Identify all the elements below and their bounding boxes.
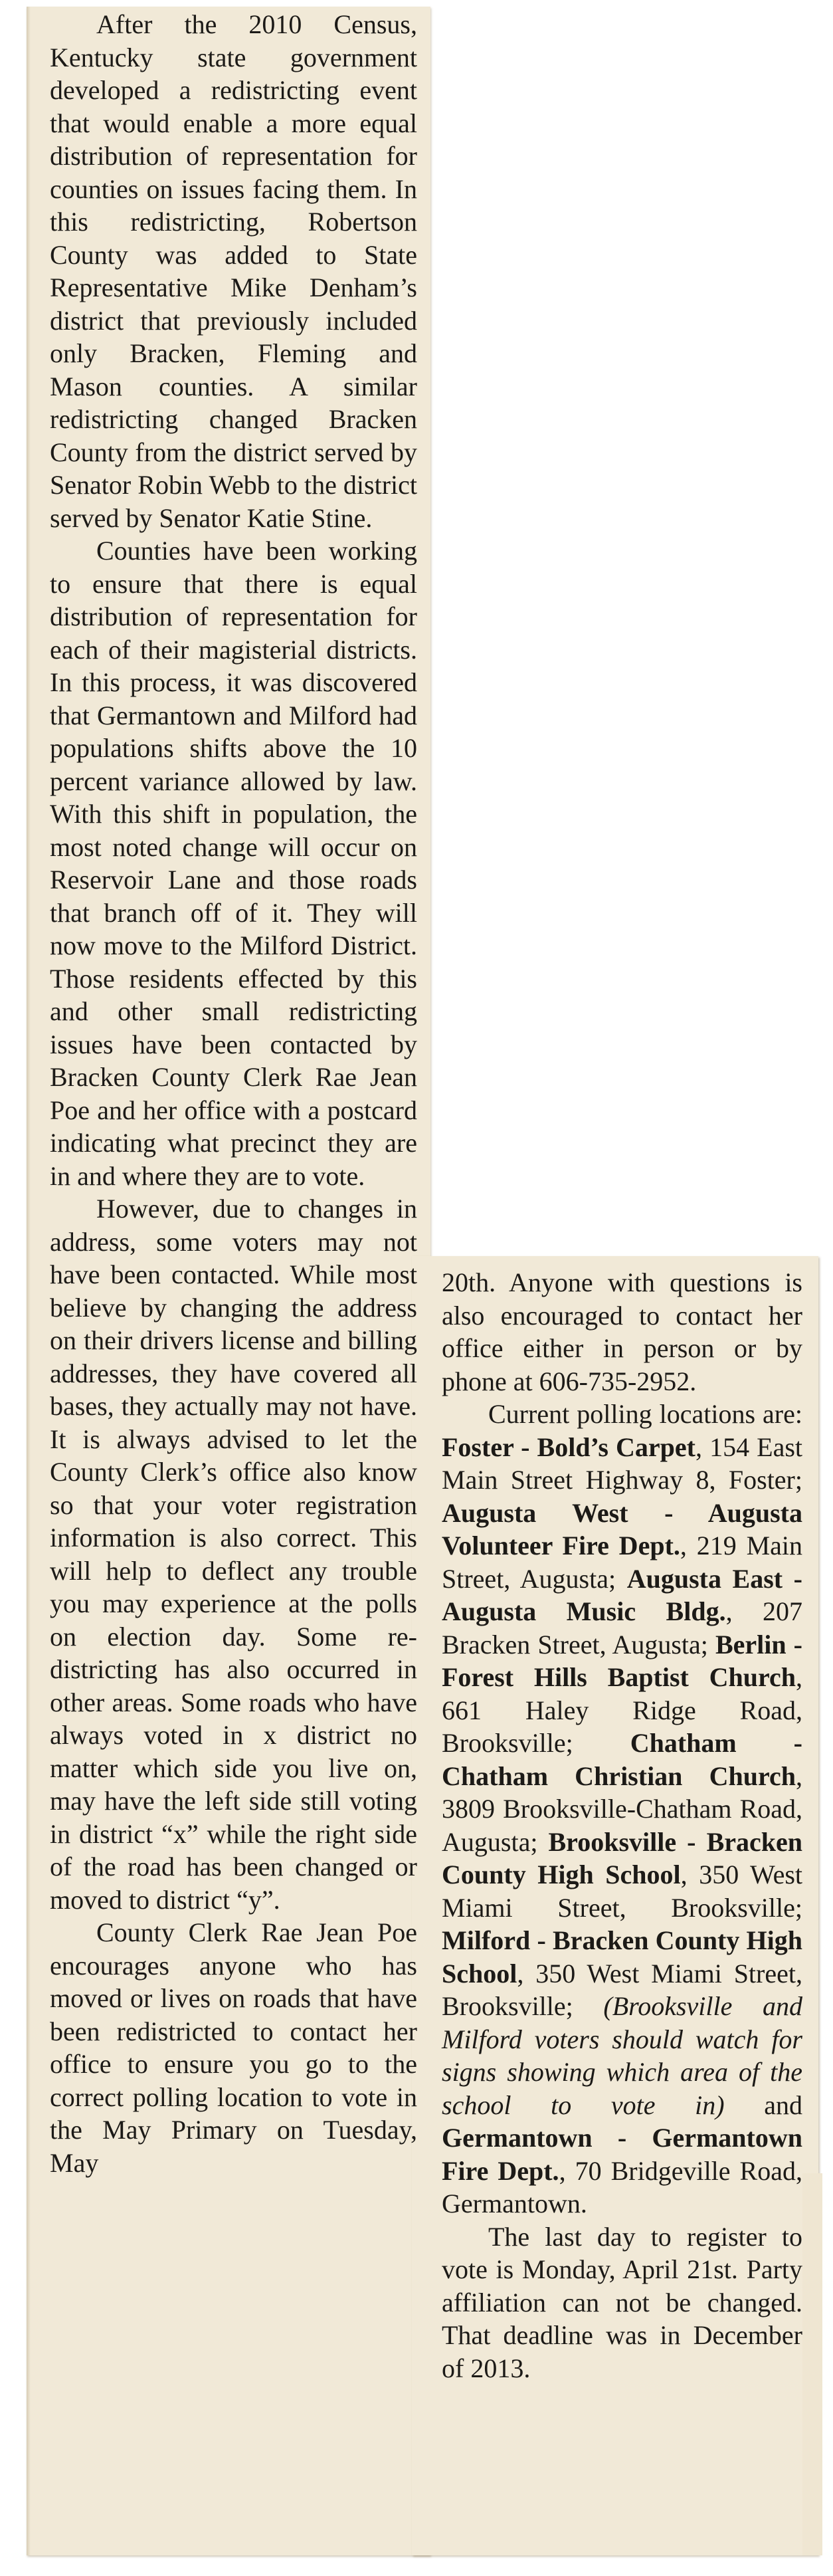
and-connector: and <box>724 2090 802 2120</box>
milford-voter-note: (Brooksville and Milford voters should watch for signs showing which area of the school to vote in) <box>442 1991 802 2120</box>
paragraph-registration-deadline: The last day to register to vote is Monday, April 21st. Party affiliation can not be changed. That deadline was in December of 2013. <box>442 2221 802 2383</box>
article-right-column <box>442 1266 802 2385</box>
location-chatham-name: Chatham - Chatham Christian Church <box>442 1728 802 1791</box>
paragraph-clerk-encourages: County Clerk Rae Jean Poe encourages anyone who has moved or lives on roads that have been redistricted to contact her office to ensure you go to the correct polling location to vote in the May Primary on Tuesday, May <box>50 1917 417 2178</box>
location-chatham-address: , 3809 Brooksville-Chatham Road, Augusta; <box>442 1761 802 1857</box>
paragraph-magisterial-districts: Counties have been working to ensure that there is equal distribution of representation for each of their magisterial districts. In this process, it was discovered that Germantown and Milford had populations shifts above the 10 percent variance allowed by law. With this shift in population, the most noted change will occur on Reservoir Lane and those roads that branch off of it. They will now move to the Milford District. Those residents effected by this and other small redistricting issues have been contacted by Bracken County Clerk Rae Jean Poe and her office with a postcard indicating what precinct they are in and where they are to vote. <box>50 536 417 1191</box>
location-brooksville-name: Brooksville - Bracken County High School <box>442 1826 802 1889</box>
location-augusta-west-name: Augusta West - Augusta Volunteer Fire Dept. <box>442 1497 802 1560</box>
location-augusta-east-name: Augusta East - Augusta Music Bldg. <box>442 1563 802 1626</box>
polling-intro: Current polling locations are: <box>488 1399 802 1429</box>
location-germantown-name: Germantown - Germantown Fire Dept. <box>442 2123 802 2186</box>
location-milford-name: Milford - Bracken County High School <box>442 1925 802 1988</box>
location-germantown-address: , 70 Bridgeville Road, Germantown. <box>442 2155 802 2218</box>
scan-shadow <box>27 7 31 2555</box>
location-berlin-address: , 661 Haley Ridge Road, Brooksville; <box>442 1662 802 1758</box>
location-brooksville-address: , 350 West Miami Street, Brooksville; <box>442 1860 803 1923</box>
location-foster-name: Foster - Bold’s Carpet <box>442 1432 696 1462</box>
location-milford-address: , 350 West Miami Street, Brooksville; <box>442 1958 802 2021</box>
location-augusta-west-address: , 219 Main Street, Augusta; <box>442 1531 802 1594</box>
newspaper-clipping-edge <box>802 2173 822 2555</box>
article-left-column <box>50 8 417 2179</box>
location-foster-address: , 154 East Main Street Highway 8, Foster; <box>442 1432 803 1495</box>
paragraph-contact-office: 20th. Anyone with questions is also encouraged to contact her office either in person or by phone at 606-735-2952. <box>442 1267 802 1396</box>
paragraph-redistricting-intro: After the 2010 Census, Kentucky state government developed a redistricting event that would enable a more equal distribution of representation for counties on issues facing them. In this redistricting, Robertson County was added to State Representative Mike Denham’s district that previously included only Bracken, Fleming and Mason counties. A similar redistricting changed Bracken County from the district served by Senator Robin Webb to the district served by Senator Katie Stine. <box>50 9 417 533</box>
location-augusta-east-address: , 207 Bracken Street, Augusta; <box>442 1596 802 1660</box>
paragraph-polling-locations <box>442 1398 802 2220</box>
location-berlin-name: Berlin - Forest Hills Baptist Church <box>442 1629 802 1692</box>
paragraph-address-changes: However, due to changes in address, some voters may not have been contacted. While most believe by changing the address on their drivers license and billing addresses, they have covered all bases, they actually may not have. It is always advised to let the County Clerk’s office also know so that your voter registration information is also correct. This will help to deflect any trouble you may experience at the polls on election day. Some redistricting has also occurred in other areas. Some roads who have always voted in x district no matter which side you live on, may have the left side still voting in district “x” while the right side of the road has been changed or moved to district “y”. <box>50 1194 417 1915</box>
